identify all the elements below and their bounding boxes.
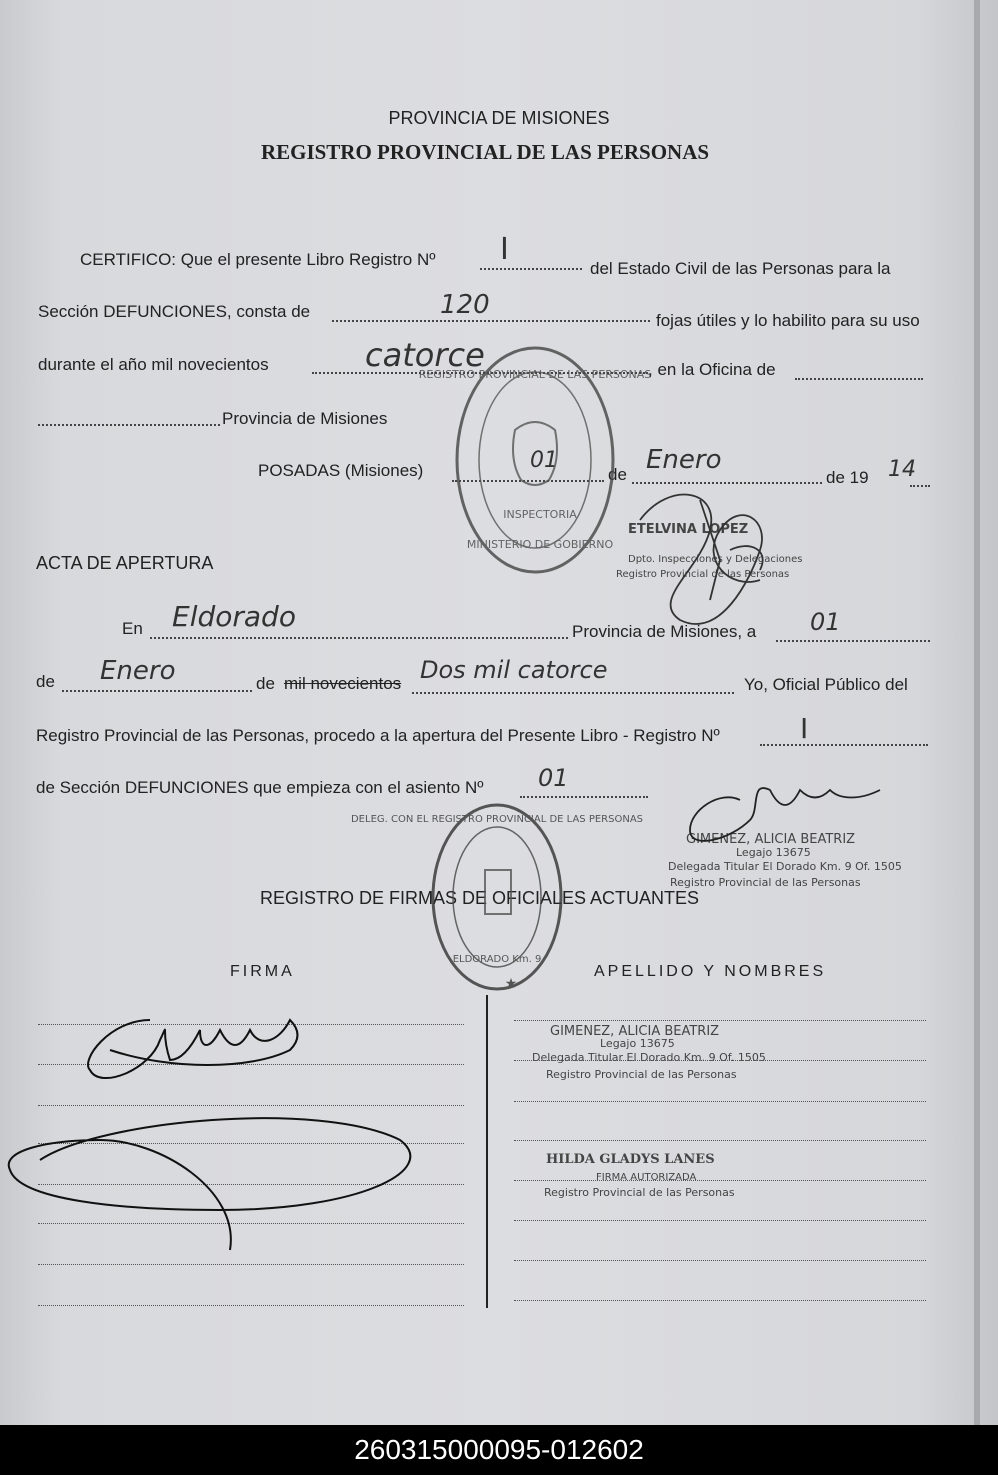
acta-struck: mil novecientos [284,674,402,693]
stamp-s1-top: REGISTRO PROVINCIAL DE LAS PERSONAS [418,368,652,381]
cert-de: de [608,465,627,484]
signature-gimenez-firma-icon [88,1020,297,1078]
acta-mes: Enero [100,656,176,686]
stamp-gimenez-legajo: Legajo 13675 [736,846,811,859]
cert-line2-a: Sección DEFUNCIONES, consta de [38,302,311,321]
cert-line3-b: , en la Oficina de [648,360,776,379]
row-hilda-role: FIRMA AUTORIZADA [596,1172,697,1183]
row-gimenez-name: GIMENEZ, ALICIA BEATRIZ [550,1024,720,1039]
stamp-gimenez-name: GIMENEZ, ALICIA BEATRIZ [686,832,856,847]
signature-oval-icon [9,1118,411,1250]
delegacion-stamp-icon [351,805,643,991]
col-nombres-header: APELLIDO Y NOMBRES [594,963,827,980]
cert-line1-a: CERTIFICO: Que el presente Libro Registro Nº [80,250,436,269]
stamp-etel-name: ETELVINA LOPEZ [628,522,749,537]
signature-etelvina-icon [640,495,763,624]
cert-line3-a: durante el año mil novecientos [38,355,269,374]
row-hilda-reg: Registro Provincial de las Personas [544,1186,735,1199]
acta-prov: Provincia de Misiones, a [572,622,757,641]
barcode-label: 260315000095-012602 [0,1425,998,1475]
cert-mes: Enero [646,445,722,475]
cert-line1-b: del Estado Civil de las Personas para la [590,259,891,278]
province-heading: PROVINCIA DE MISIONES [388,108,610,128]
acta-localidad: Eldorado [172,600,296,633]
acta-de2: de [256,674,275,693]
stamp-etel-role2: Registro Provincial de las Personas [616,569,790,580]
acta-title: ACTA DE APERTURA [36,553,214,573]
cert-anio-fin: 14 [888,457,916,482]
acta-line4: de Sección DEFUNCIONES que empieza con el asiento Nº [36,778,484,797]
cert-libro-num: I [500,232,509,267]
acta-en: En [122,619,143,638]
acta-de1: de [36,672,55,691]
stamp-s1-bottom: MINISTERIO DE GOBIERNO [466,538,614,551]
cert-fojas: 120 [440,290,490,320]
signature-gimenez-icon [690,788,880,841]
col-firma-header: FIRMA [230,963,295,980]
svg-text:★: ★ [504,975,518,991]
ministerio-stamp-icon [419,348,652,572]
stamp-s2-bottom: ELDORADO Km. 9 [452,954,542,965]
cert-de-anio: de 19 [826,468,869,487]
row-gimenez-reg: Registro Provincial de las Personas [546,1068,737,1081]
acta-anio: Dos mil catorce [420,656,608,684]
cert-lugar: POSADAS (Misiones) [258,461,424,480]
cert-line4: Provincia de Misiones [222,409,388,428]
acta-asiento: 01 [538,764,569,792]
cert-anio-hw: catorce [365,336,485,374]
row-gimenez-legajo: Legajo 13675 [600,1037,675,1050]
acta-yo: Yo, Oficial Público del [744,675,908,694]
cert-dia: 01 [530,448,558,473]
cert-line2-b: fojas útiles y lo habilito para su uso [656,311,920,330]
stamp-etel-role1: Dpto. Inspecciones y Delegaciones [628,554,803,565]
registry-heading: REGISTRO PROVINCIAL DE LAS PERSONAS [260,140,710,164]
acta-dia: 01 [810,608,841,636]
stamp-gimenez-role: Delegada Titular El Dorado Km. 9 Of. 1505 [668,860,902,873]
acta-line3: Registro Provincial de las Personas, procedo a la apertura del Presente Libro - Registro Nº [36,726,720,745]
acta-libro-num: I [800,712,809,745]
firmas-title: REGISTRO DE FIRMAS DE OFICIALES ACTUANTES [260,888,700,908]
row-gimenez-role: Delegada Titular El Dorado Km. 9 Of. 1505 [532,1051,766,1064]
stamp-s2-top: DELEG. CON EL REGISTRO PROVINCIAL DE LAS PERSONAS [350,814,644,825]
stamp-s1-mid: INSPECTORIA [503,508,577,521]
row-hilda-name: HILDA GLADYS LANES [546,1152,715,1167]
stamp-gimenez-reg: Registro Provincial de las Personas [670,876,861,889]
